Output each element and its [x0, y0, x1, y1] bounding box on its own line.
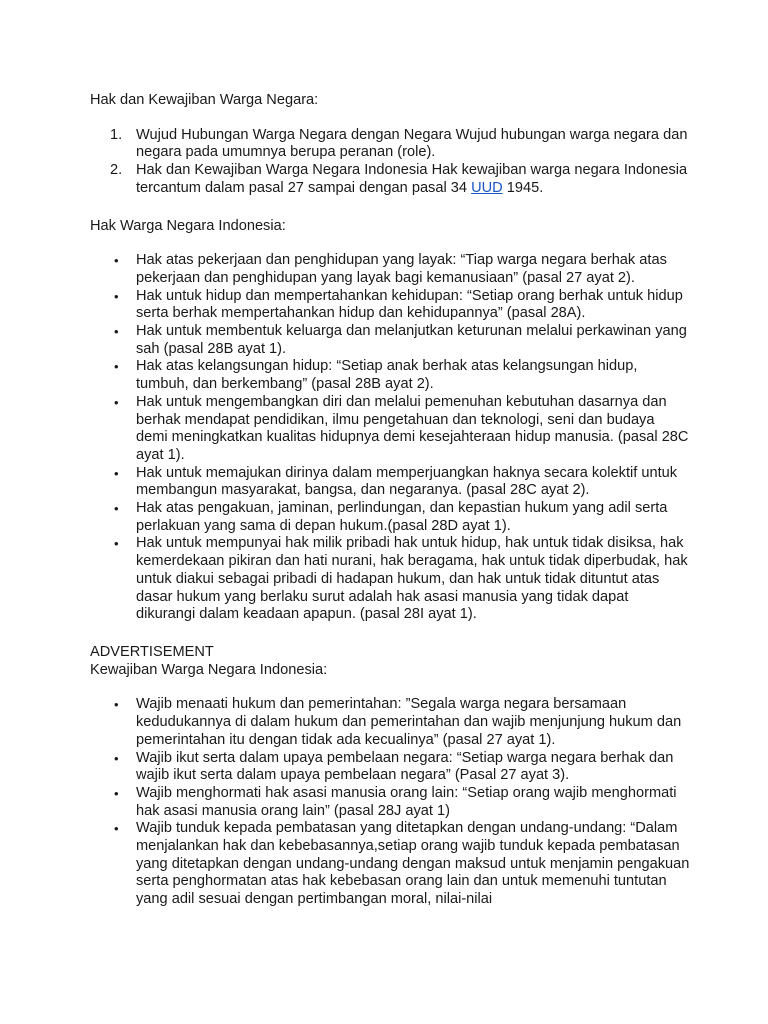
list-item	[90, 500, 690, 535]
list-item	[90, 785, 690, 820]
list-number: 1.	[110, 126, 123, 143]
list-item-text: Hak dan Kewajiban Warga Negara Indonesia Hak kewajiban warga negara Indonesia tercantum dalam pasal 27 sampai dengan pasal 34	[136, 162, 688, 196]
list-item	[90, 750, 690, 785]
list-item-text: Hak untuk mengembangkan diri dan melalui pemenuhan kebutuhan dasarnya dan berhak mendapat pendidikan, ilmu pengetahuan dan teknologi, seni dan budaya demi meningkatkan kualitas hidupnya demi kesejahteraan hidup manusia. (pasal 28C ayat 1).	[136, 393, 689, 463]
list-item-text: Wajib menaati hukum dan pemerintahan: ”Segala warga negara bersamaan kedudukannya di dalam hukum dan pemerintahan dan wajib menjunjung hukum dan pemerintahan itu dengan tidak ada kecualinya” (pasal 27 ayat 1).	[136, 696, 682, 748]
list-item	[90, 127, 690, 162]
bullet-icon: •	[114, 324, 119, 340]
heading-kewajiban-warga-negara: Kewajiban Warga Negara Indonesia:	[90, 661, 328, 678]
list-item	[90, 323, 690, 358]
advertisement-label: ADVERTISEMENT	[90, 643, 214, 660]
bullet-icon: •	[114, 501, 119, 517]
list-item	[90, 465, 690, 500]
bullet-icon: •	[114, 394, 119, 410]
bullet-icon: •	[114, 253, 119, 269]
list-item	[90, 820, 690, 909]
list-number: 2.	[110, 162, 123, 179]
list-item	[90, 162, 690, 197]
list-item-text: Wajib ikut serta dalam upaya pembelaan negara: “Setiap warga negara berhak dan wajib ikut serta dalam upaya pembelaan negara” (Pasal 27 ayat 3).	[136, 749, 674, 784]
bullet-icon: •	[114, 821, 119, 837]
list-item-text: Hak untuk membentuk keluarga dan melanjutkan keturunan melalui perkawinan yang sah (pasal 28B ayat 1).	[136, 323, 687, 357]
list-item	[90, 394, 690, 465]
bullet-icon: •	[114, 288, 119, 304]
document-page	[90, 92, 690, 929]
list-item-text: Hak atas kelangsungan hidup: “Setiap anak berhak atas kelangsungan hidup, tumbuh, dan berkembang” (pasal 28B ayat 2).	[136, 358, 638, 393]
list-item	[90, 252, 690, 287]
bullet-icon: •	[114, 536, 119, 552]
list-item	[90, 358, 690, 393]
list-item	[90, 696, 690, 749]
bullet-icon: •	[114, 750, 119, 766]
list-item-text: Hak untuk hidup dan mempertahankan kehidupan: “Setiap orang berhak untuk hidup serta berhak mempertahankan hidup dan kehidupannya” (pasal 28A).	[136, 287, 683, 322]
heading-hak-dan-kewajiban: Hak dan Kewajiban Warga Negara:	[90, 92, 319, 108]
list-item-text: Wajib tunduk kepada pembatasan yang ditetapkan dengan undang-undang: “Dalam menjalankan hak dan kebebasannya,setiap orang wajib tunduk kepada pembatasan yang ditetapkan dengan undang-undang dengan maksud untuk menjamin pengakuan serta penghormatan atas hak kebebasan orang lain dan untuk memenuhi tuntutan yang adil sesuai dengan pertimbangan moral, nilai-nilai	[136, 820, 690, 908]
list-item-text: Wujud Hubungan Warga Negara dengan Negara Wujud hubungan warga negara dan negara pada umumnya berupa peranan (role).	[136, 126, 688, 161]
list-item-text: Hak atas pekerjaan dan penghidupan yang layak: “Tiap warga negara berhak atas pekerjaan dan penghidupan yang layak bagi kemanusiaan” (pasal 27 ayat 2).	[136, 252, 667, 286]
kewajiban-list	[90, 696, 690, 908]
ordered-list	[90, 127, 690, 198]
bullet-icon: •	[114, 359, 119, 375]
list-item-text: Hak atas pengakuan, jaminan, perlindungan, dan kepastian hukum yang adil serta perlakuan yang sama di depan hukum.(pasal 28D ayat 1).	[136, 500, 668, 534]
list-item-text: Hak untuk mempunyai hak milik pribadi hak untuk hidup, hak untuk tidak disiksa, hak kemerdekaan pikiran dan hati nurani, hak beragama, hak untuk tidak diperbudak, hak untuk diakui sebagai pribadi di hadapan hukum, dan hak untuk tidak dituntut atas dasar hukum yang berlaku surut adalah hak asasi manusia yang tidak dapat dikurangi dalam keadaan apapun. (pasal 28I ayat 1).	[136, 535, 688, 623]
bullet-icon: •	[114, 697, 119, 713]
heading-hak-warga-negara: Hak Warga Negara Indonesia:	[90, 217, 286, 234]
list-item-text-end: 1945.	[502, 179, 544, 196]
list-item-text: Hak untuk memajukan dirinya dalam memperjuangkan haknya secara kolektif untuk membangun masyarakat, bangsa, dan negaranya. (pasal 28C ayat 2).	[136, 464, 678, 499]
list-item	[90, 535, 690, 624]
hak-list	[90, 252, 690, 624]
list-item-text: Wajib menghormati hak asasi manusia orang lain: “Setiap orang wajib menghormati hak asasi manusia orang lain” (pasal 28J ayat 1)	[136, 784, 677, 819]
bullet-icon: •	[114, 785, 119, 801]
bullet-icon: •	[114, 465, 119, 481]
uud-link[interactable]: UUD	[471, 179, 503, 196]
list-item	[90, 288, 690, 323]
